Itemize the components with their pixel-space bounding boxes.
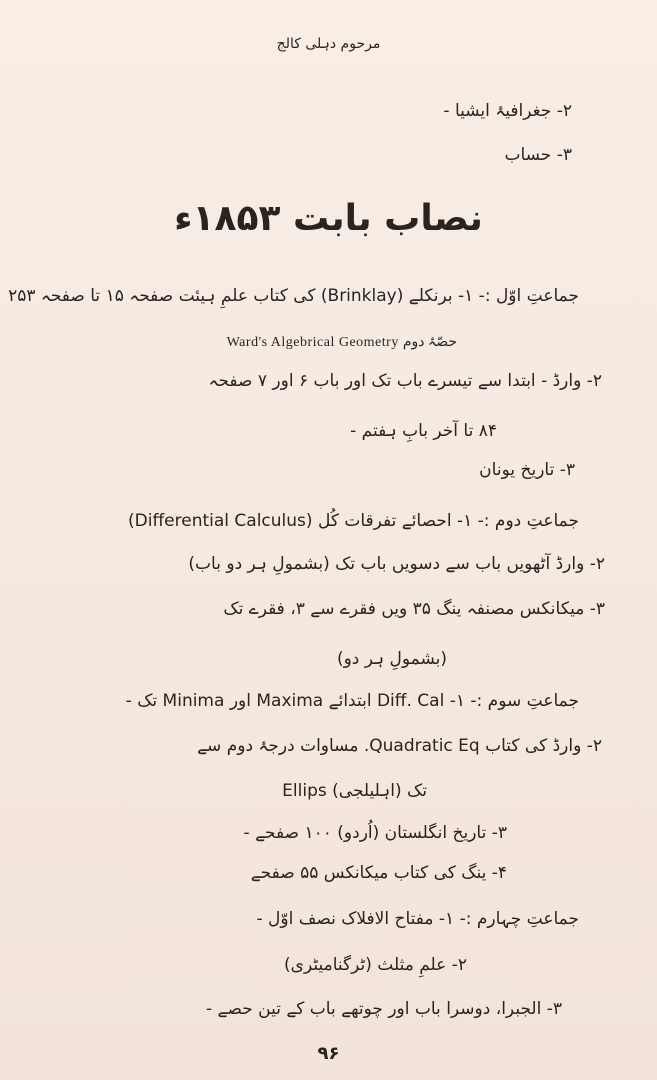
list-item: ۲- وارڈ آٹھویں باب سے دسویں باب تک (بشمولِ ہر دو باب)	[188, 554, 605, 574]
list-item: ۲- وارڈ کی کتاب Quadratic Eq. مساوات درجۂ دوم سے	[197, 736, 602, 756]
section-line: جماعتِ دوم :- ۱- احصائے تفرقات کُل (Differential Calculus)	[128, 511, 579, 531]
list-item: ۳- میکانکس مصنفہ ینگ ۳۵ ویں فقرے سے ۳، فقرے تک	[223, 599, 605, 619]
list-item: ۳- الجبرا، دوسرا باب اور چوتھے باب کے تین حصے -	[205, 999, 562, 1019]
list-item: ۳- تاریخ یونان	[479, 460, 575, 480]
list-item: (بشمولِ ہر دو)	[336, 649, 447, 669]
page-number: ۹۶	[317, 1043, 340, 1064]
list-item: Ellips (اہلیلجی) تک	[282, 781, 427, 801]
section-line: جماعتِ اوّل :- ۱- برنکلے (Brinklay) کی کتاب علمِ ہیئت صفحہ ۱۵ تا صفحہ ۲۵۳	[8, 286, 579, 306]
list-item: ۲- وارڈ - ابتدا سے تیسرے باب تک اور باب ۶ اور ۷ صفحہ	[208, 371, 602, 391]
running-header: مرحوم دہلی کالج	[276, 36, 381, 52]
list-item: ۳- تاریخ انگلستان (اُردو) ۱۰۰ صفحے -	[243, 823, 507, 843]
list-item: ۲- علمِ مثلث (ٹرگنامیٹری)	[284, 955, 467, 975]
book-title-line: Ward's Algebrical Geometry حصّۂ دوم	[226, 335, 457, 350]
section-line: جماعتِ سوم :- ۱- Diff. Cal ابتدائے Maxima اور Minima تک -	[125, 691, 579, 711]
section-line: جماعتِ چہارم :- ۱- مفتاح الافلاک نصف اوّل -	[256, 909, 579, 929]
intro-item: ۳- حساب	[504, 145, 572, 165]
list-item: ۸۴ تا آخر بابِ ہفتم -	[350, 421, 497, 441]
list-item: ۴- ینگ کی کتاب میکانکس ۵۵ صفحے	[250, 863, 507, 883]
page-title: نصاب بابت ۱۸۵۳ء	[174, 198, 483, 239]
intro-item: ۲- جغرافیۂ ایشیا -	[443, 101, 572, 121]
